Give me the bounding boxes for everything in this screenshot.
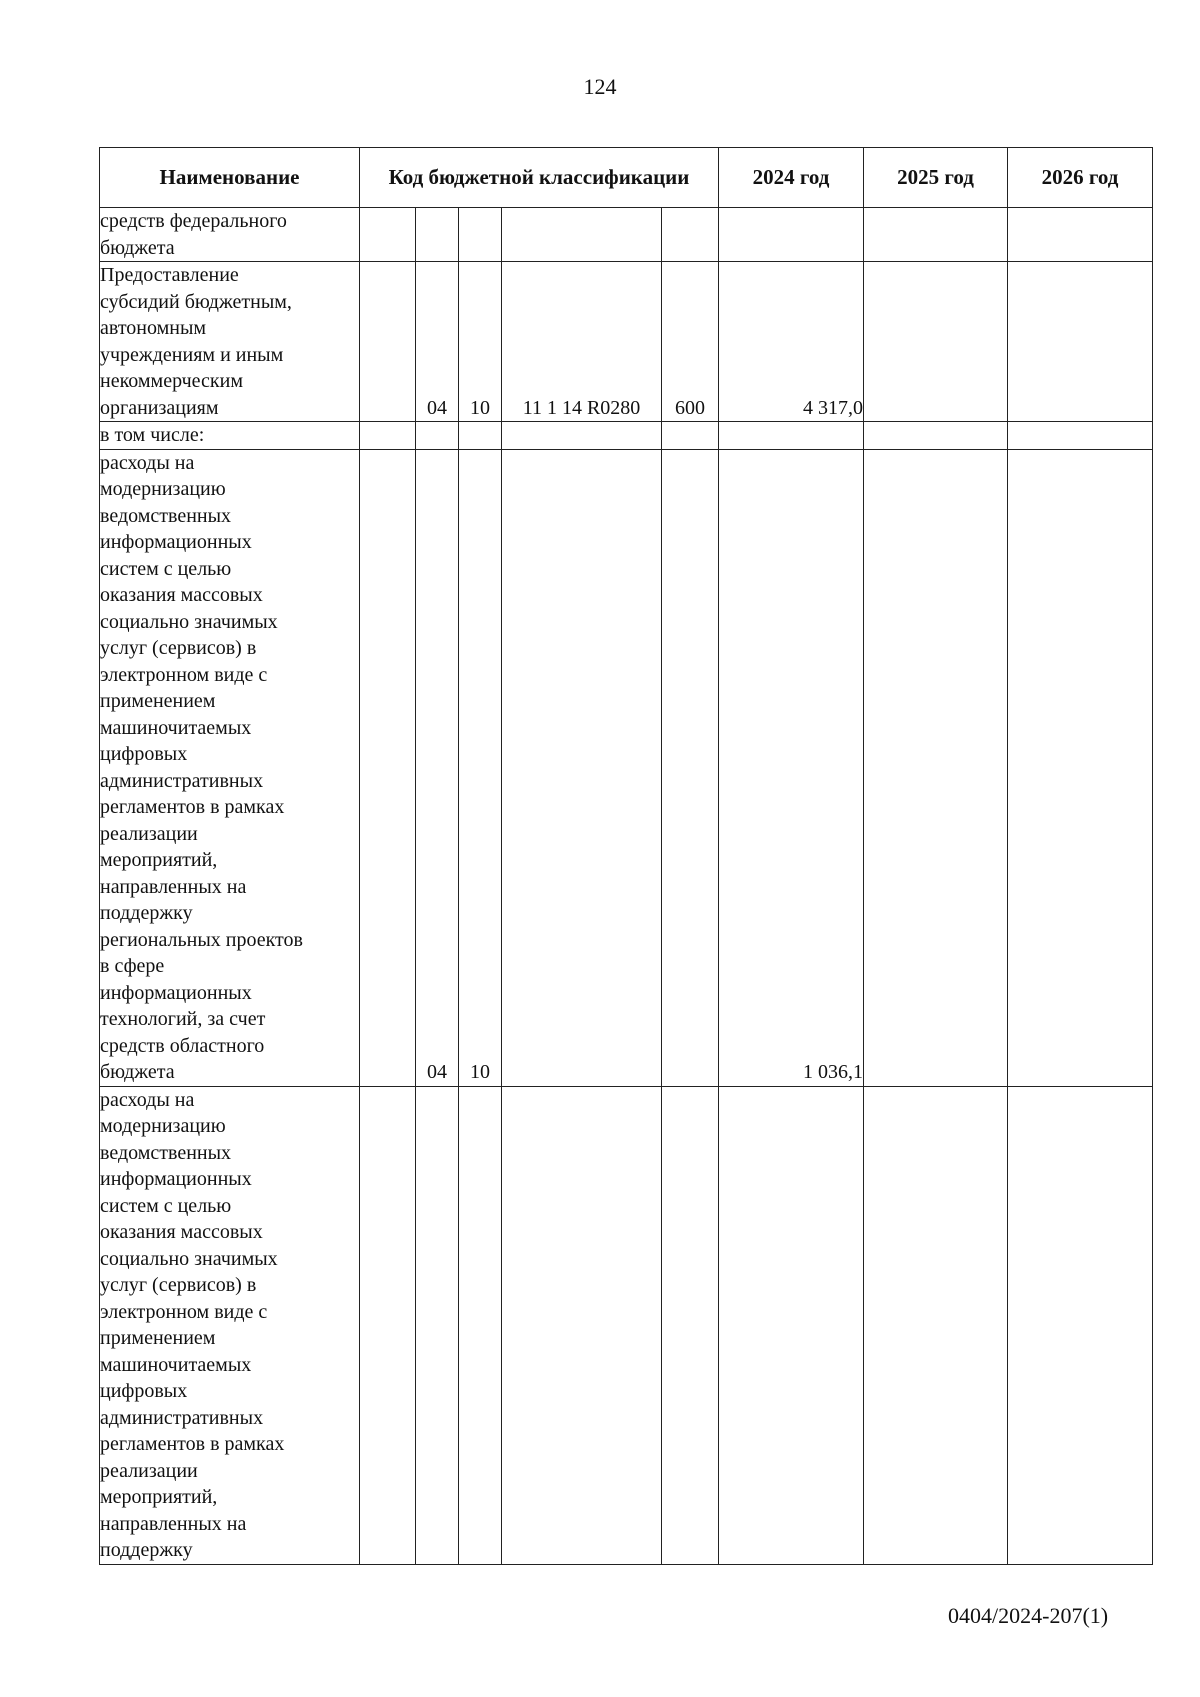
page-number: 124 (583, 74, 617, 99)
table-row (100, 262, 1153, 422)
amount-2024 (719, 208, 864, 262)
amount-2025 (864, 449, 1008, 1086)
code-part-1 (360, 208, 416, 262)
code-subsection (459, 1086, 502, 1564)
row-name: в том числе: (100, 422, 360, 450)
code-target-article (502, 422, 662, 450)
table-row (100, 208, 1153, 262)
amount-2024 (719, 422, 864, 450)
row-name: расходы на модернизацию ведомственных информационных систем с целью оказания массовых социально значимых услуг (сервисов) в электронном виде с применением машиночитаемых цифровых административных регламентов в рамках реализации мероприятий, направленных на поддержку региональных проектов в сфере информационных технологий, за счет средств областного бюджета (100, 449, 360, 1086)
header-name: Наименование (100, 148, 360, 208)
amount-2026 (1008, 208, 1153, 262)
amount-2025 (864, 422, 1008, 450)
header-code: Код бюджетной классификации (360, 148, 719, 208)
code-section: 04 (416, 449, 459, 1086)
amount-2025 (864, 262, 1008, 422)
row-name: Предоставление субсидий бюджетным, автономным учреждениям и иным некоммерческим организациям (100, 262, 360, 422)
row-name: средств федерального бюджета (100, 208, 360, 262)
amount-2026 (1008, 1086, 1153, 1564)
code-subsection (459, 208, 502, 262)
code-subsection: 10 (459, 449, 502, 1086)
code-expense-type (662, 422, 719, 450)
table-row (100, 1086, 1153, 1564)
code-target-article (502, 208, 662, 262)
code-part-1 (360, 449, 416, 1086)
amount-2026 (1008, 262, 1153, 422)
amount-2024: 1 036,1 (719, 449, 864, 1086)
header-2024: 2024 год (719, 148, 864, 208)
budget-table (99, 147, 1153, 1565)
table-row (100, 449, 1153, 1086)
code-part-1 (360, 1086, 416, 1564)
amount-2026 (1008, 449, 1153, 1086)
code-section: 04 (416, 262, 459, 422)
code-target-article (502, 449, 662, 1086)
row-name: расходы на модернизацию ведомственных информационных систем с целью оказания массовых социально значимых услуг (сервисов) в электронном виде с применением машиночитаемых цифровых административных регламентов в рамках реализации мероприятий, направленных на поддержку (100, 1086, 360, 1564)
code-target-article (502, 1086, 662, 1564)
amount-2024: 4 317,0 (719, 262, 864, 422)
code-expense-type (662, 208, 719, 262)
code-part-1 (360, 422, 416, 450)
document-id: 0404/2024-207(1) (948, 1603, 1109, 1628)
amount-2026 (1008, 422, 1153, 450)
amount-2024 (719, 1086, 864, 1564)
code-expense-type (662, 449, 719, 1086)
amount-2025 (864, 1086, 1008, 1564)
table-row (100, 422, 1153, 450)
code-expense-type (662, 1086, 719, 1564)
header-2025: 2025 год (864, 148, 1008, 208)
code-subsection (459, 422, 502, 450)
code-target-article: 11 1 14 R0280 (502, 262, 662, 422)
header-row (100, 148, 1153, 208)
amount-2025 (864, 208, 1008, 262)
code-section (416, 422, 459, 450)
code-section (416, 1086, 459, 1564)
code-section (416, 208, 459, 262)
code-expense-type: 600 (662, 262, 719, 422)
header-2026: 2026 год (1008, 148, 1153, 208)
code-part-1 (360, 262, 416, 422)
code-subsection: 10 (459, 262, 502, 422)
